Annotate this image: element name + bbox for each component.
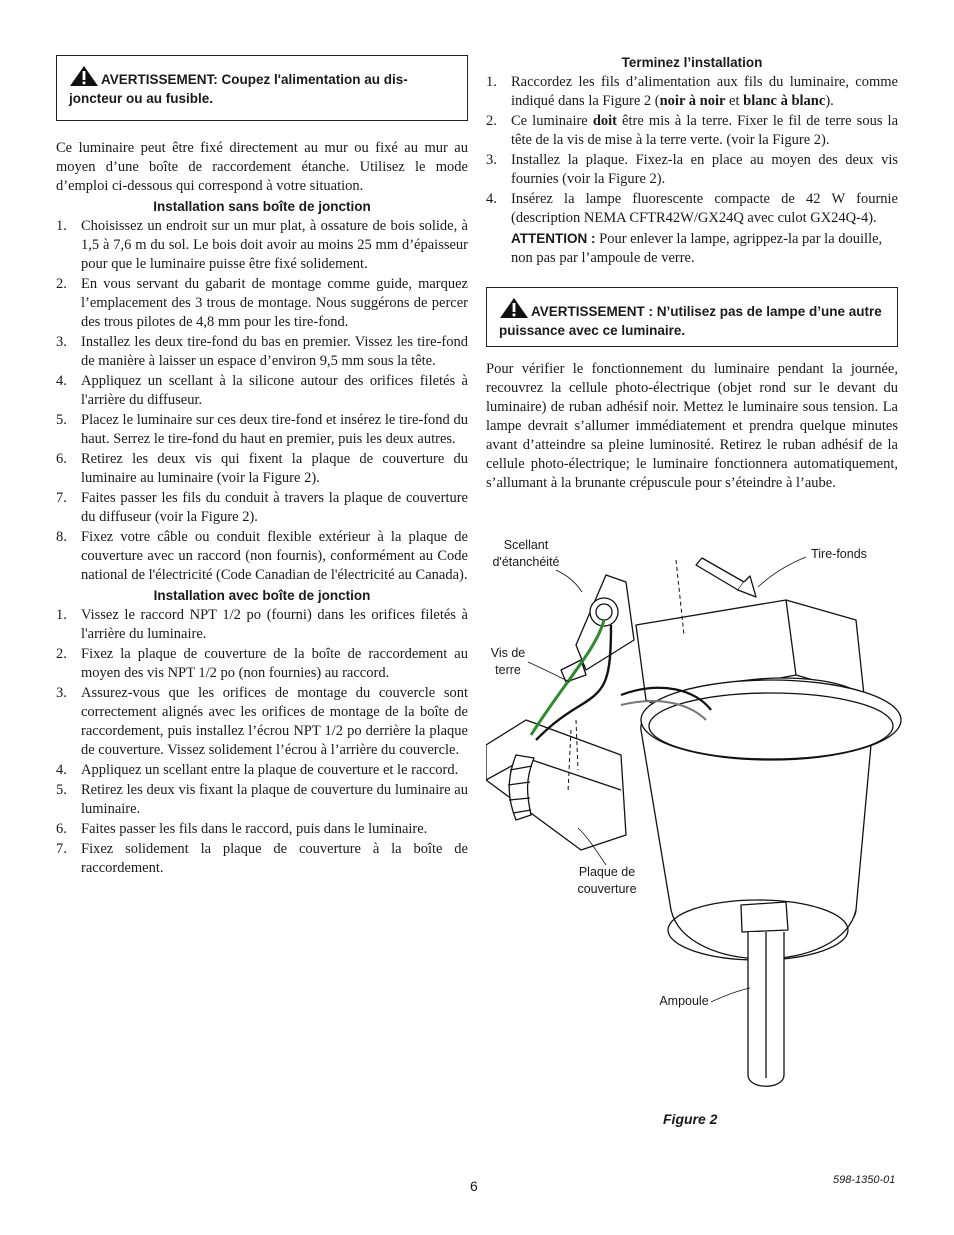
label-bulb: Ampoule (659, 994, 709, 1008)
list-item: 6. Faites passer les fils dans le raccord, puis dans le luminaire. (56, 821, 428, 837)
section-title-finish: Terminez l’installation (621, 55, 763, 70)
test-paragraph: Pour vérifier le fonctionnement du luminaire pendant la journée, recouvrez la cellule photo-électrique (objet rond sur le devant du luminaire) de ruban adhésif noir. Mettez le luminaire sous tension. La lampe devrait s’allumer immédiatement et prendra quelque minutes avant d’atteindre sa pleine luminosité. Retirez le ruban adhésif de la cellule photo-électrique; le luminaire fonctionnera automatiquement, s’allumant à la brunante crépuscule pour s’éteindre à l’aube. (486, 361, 898, 491)
warning-text-power: AVERTISSEMENT: Coupez l'alimentation au dis-joncteur ou au fusible. (69, 72, 408, 106)
list-item: 1. Choisissez un endroit sur un mur plat, à ossature de bois solide, à 1,5 à 7,6 m du sol. Le bois doit avoir au moins 25 mm d’épaisseur pour que le luminaire puisse être fixé solidement. (56, 218, 468, 272)
list-item: 2. Ce luminaire doit être mis à la terre. Fixer le fil de terre sous la tête de la vis de mise à la terre verte. (voir la Figure 2). (486, 113, 898, 148)
intro-paragraph: Ce luminaire peut être fixé directement au mur ou fixé au mur au moyen d’une boîte de raccordement étanche. Utilisez le mode d’emploi ci-dessous qui correspond à votre situation. (56, 140, 468, 194)
left-column (56, 55, 468, 879)
list-item: 4. Insérez la lampe fluorescente compacte de 42 W fournie (description NEMA CFTR42W/GX24Q avec culot GX24Q-4). (486, 191, 898, 226)
label-ground-screw: Vis de terre (490, 646, 526, 677)
label-sealant: Scellant d'étanchéité (492, 538, 560, 569)
list-item: 5. Retirez les deux vis fixant la plaque de couverture du luminaire au luminaire. (56, 782, 468, 817)
section-title-with-box: Installation avec boîte de jonction (153, 588, 371, 603)
warning-triangle-icon (69, 65, 99, 87)
list-item: 1. Vissez le raccord NPT 1/2 po (fourni) dans les orifices filetés à l'arrière du luminaire. (56, 607, 468, 642)
label-cover-plate: Plaque de couverture (577, 865, 637, 896)
list-item: 7. Faites passer les fils du conduit à travers la plaque de couverture du diffuseur (voir la Figure 2). (56, 490, 468, 525)
section-title-no-box: Installation sans boîte de jonction (153, 199, 371, 214)
figure-caption: Figure 2 (663, 1111, 718, 1127)
list-item: 3. Assurez-vous que les orifices de montage du couvercle sont correctement alignés avec les orifices de montage de la boîte de raccordement, puis installez l’écrou NPT 1/2 po derrière la plaque de couverture. Vissez solidement l’écrou à l’arrière du couvercle. (56, 685, 468, 758)
figure-2-illustration (486, 530, 906, 1130)
list-item: 6. Retirez les deux vis qui fixent la plaque de couverture du luminaire au luminaire (voir la Figure 2). (56, 451, 468, 486)
warning-triangle-icon (499, 297, 529, 319)
document-number: 598-1350-01 (833, 1174, 896, 1186)
caution-note: ATTENTION : Pour enlever la lampe, agrippez-la par la douille, non pas par l’ampoule de verre. (511, 231, 883, 266)
steps-with-box (56, 606, 468, 878)
list-item: 2. En vous servant du gabarit de montage comme guide, marquez l’emplacement des 3 trous de montage. Nous suggérons de percer des trous pilotes de 4,8 mm pour les tire-fond. (56, 276, 468, 330)
list-item: 2. Fixez la plaque de couverture de la boîte de raccordement au moyen des vis NPT 1/2 po (non fournies) au raccord. (56, 646, 468, 681)
fixture-drawing (486, 530, 906, 1130)
label-lag-screws: Tire-fonds (811, 547, 867, 561)
steps-no-box (56, 217, 468, 585)
list-item: 4. Appliquez un scellant à la silicone autour des orifices filetés à l'arrière du diffuseur. (56, 373, 468, 408)
right-column (486, 53, 898, 493)
list-item: 3. Installez les deux tire-fond du bas en premier. Vissez les tire-fond de manière à laisser un espace d’environ 9,5 mm sous la tête. (56, 334, 468, 369)
list-item: 1. Raccordez les fils d’alimentation aux fils du luminaire, comme indiqué dans la Figure 2 (noir à noir et blanc à blanc). (486, 74, 898, 109)
warning-text-lamp: AVERTISSEMENT : N’utilisez pas de lampe d’une autre puissance avec ce luminaire. (499, 304, 882, 338)
list-item: 7. Fixez solidement la plaque de couverture à la boîte de raccordement. (56, 841, 468, 876)
page-number: 6 (470, 1178, 478, 1194)
steps-finish (486, 73, 898, 228)
list-item: 4. Appliquez un scellant entre la plaque de couverture et le raccord. (56, 762, 459, 778)
list-item: 3. Installez la plaque. Fixez-la en place au moyen des deux vis fournies (voir la Figure 2). (486, 152, 898, 187)
list-item: 8. Fixez votre câble ou conduit flexible extérieur à la plaque de couverture avec un raccord (non fournis), conformément au Code national de l'électricité (Code Canadian de l'électricité au Canada). (56, 529, 468, 583)
warning-box-power (56, 55, 468, 121)
list-item: 5. Placez le luminaire sur ces deux tire-fond et insérez le tire-fond du haut. Serrez le tire-fond du haut en premier, puis les deux autres. (56, 412, 468, 447)
warning-box-lamp (486, 287, 898, 347)
